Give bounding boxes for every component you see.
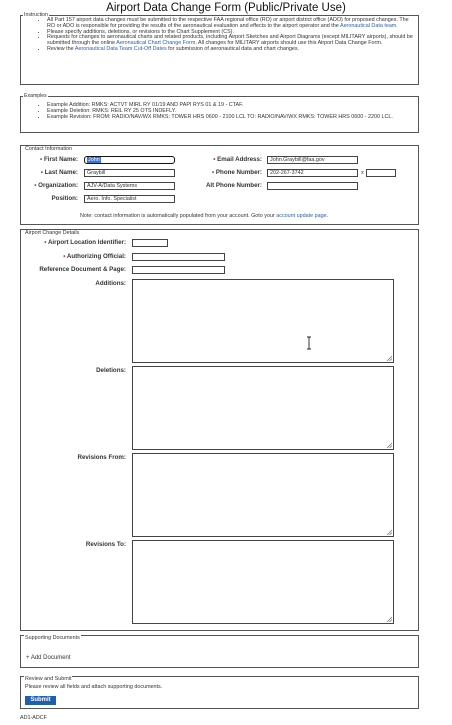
list-item: • Example Addition: RMKS: ACTVT MIRL RY 01/19 AND PAPI RYS 01 & 19 - CTAF. [47,103,418,109]
revisions-to-textarea[interactable] [132,540,394,624]
list-item: • Example Deletion: RMKS: REIL RY 25 OTS INDEFLY. [47,109,418,115]
last-name-label: • Last Name: [40,169,78,176]
contact-note: Note: contact information is automatically populated from your account. Goto your account update page. [80,213,329,219]
text-cursor-icon [306,336,312,350]
location-id-input[interactable] [132,239,168,247]
revisions-to-label: Revisions To: [85,541,126,548]
review-instructions: Please review all fields and attach supporting documents. [25,684,163,690]
position-input[interactable]: Aero. Info. Specialist [84,195,175,203]
chart-change-form-link[interactable]: Aeronautical Chart Change Form [116,40,196,47]
phone-input[interactable]: 202-267-3742 [267,169,358,177]
email-label: • Email Address: [213,156,262,163]
organization-label: • Organization: [34,182,78,189]
list-item: • Please specify additions, deletions, or revisions to the Chart Supplement (CS). [47,30,418,36]
add-document-link[interactable]: + Add Document [26,655,71,661]
instruction-list [21,18,418,53]
list-item: • Review the Aeronautical Data Team Cut-Off Dates for submission of aeronautical data and chart changes. [47,47,418,53]
authorizing-official-label: • Authorizing Official: [63,253,126,260]
last-name-input[interactable]: Graybill [84,169,175,177]
location-id-label: • Airport Location Identifier: [44,239,126,246]
resize-grip-icon[interactable] [386,616,392,622]
authorizing-official-input[interactable] [132,253,225,261]
page-title: Airport Data Change Form (Public/Private Use) [106,2,346,14]
list-item: • Example Revision: FROM: RADIO/NAV/WX RMKS: TOWER HRS 0600 - 2100 LCL TO: RADIO/NAV/WX RMKS: TOWER HRS 0600 - 2200 LCL. [47,115,418,121]
cutoff-dates-link[interactable]: Aeronautical Data Team Cut-Off Dates [74,45,167,52]
examples-section [20,93,419,133]
reference-document-input[interactable] [132,266,225,274]
additions-textarea[interactable] [132,279,394,363]
change-details-legend: Airport Change Details [25,230,80,236]
examples-legend: Examples [24,93,47,99]
review-submit-legend: Review and Submit [25,676,72,682]
first-name-label: • First Name: [40,156,78,163]
phone-label: • Phone Number: [212,169,262,176]
first-name-input[interactable]: John [84,156,175,164]
position-label: Position: [51,195,78,202]
resize-grip-icon[interactable] [386,529,392,535]
instruction-legend: Instruction [24,12,48,18]
examples-list [21,103,418,120]
data-team-link[interactable]: Aeronautical Data team. [339,22,398,29]
instruction-section [20,12,419,85]
resize-grip-icon[interactable] [386,442,392,448]
supporting-documents-legend: Supporting Documents [25,635,80,641]
phone-ext-separator: x [361,170,364,176]
account-update-link[interactable]: account update page [276,213,327,219]
list-item: • Requests for changes to aeronautical charts and related products, including Airport Sketches and Airport Diagrams (except MILITARY airports), should be submitted through the online Aeronautical Chart Change Form. All changes for MILITARY airports should use this Airport Data Change Form. [47,35,418,47]
review-submit-section [20,676,419,709]
phone-ext-input[interactable] [366,169,396,177]
email-input[interactable]: John.Graybill@faa.gov [267,156,358,164]
deletions-label: Deletions: [96,367,126,374]
revisions-from-label: Revisions From: [77,454,126,461]
organization-input[interactable]: AJV-A/Data Systems [84,182,175,190]
list-item: • All Part 157 airport data changes must be submitted to the respective FAA regional office (RO) or airport district office (ADO) for proposed changes. The RO or ADO is responsible for providing the results of the aeronautical evaluation and effects to the airport operator and the Aeronautical Data team. [47,18,418,30]
reference-document-label: Reference Document & Page: [39,266,126,273]
submit-button[interactable]: Submit [25,696,56,705]
alt-phone-label: Alt Phone Number: [205,182,262,189]
deletions-textarea[interactable] [132,366,394,450]
revisions-from-textarea[interactable] [132,453,394,537]
contact-legend: Contact Information [25,146,73,152]
additions-label: Additions: [95,280,126,287]
footer-text: AD1-ADCF [20,715,47,721]
alt-phone-input[interactable] [267,182,358,190]
resize-grip-icon[interactable] [386,355,392,361]
